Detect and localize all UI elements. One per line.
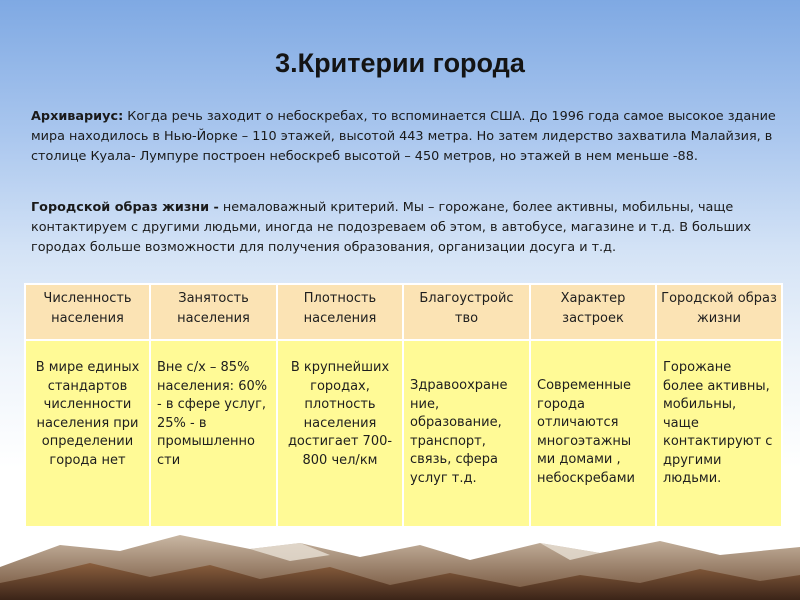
table-header-row	[25, 284, 782, 340]
lifestyle-text: немаловажный критерий. Мы – горожане, более активны, мобильны, чаще контактируем с другими людьми, иногда не подозреваем об этом, в автобусе, магазине и т.д. В больших городах больше возможности для получения образования, организации досуга и т.д.	[31, 200, 752, 255]
header-amenities: Благоустройс тво	[403, 284, 530, 340]
lifestyle-paragraph	[31, 198, 776, 258]
header-employment: Занятость населения	[150, 284, 277, 340]
archivist-label: Архивариус:	[31, 109, 124, 124]
cell-population: В мире единых стандартов численности населения при определении города нет	[25, 340, 150, 527]
cell-buildings: Современные города отличаются многоэтажны ми домами , небоскребами	[530, 340, 656, 527]
cell-lifestyle: Горожане более активны, мобильны, чаще контактируют с другими людьми.	[656, 340, 782, 527]
slide-title: 3.Критерии города	[275, 48, 525, 78]
header-population: Численность населения	[25, 284, 150, 340]
cell-density: В крупнейших городах, плотность населения достигает 700-800 чел/км	[277, 340, 403, 527]
header-density: Плотность населения	[277, 284, 403, 340]
criteria-table	[24, 283, 783, 528]
header-lifestyle: Городской образ жизни	[656, 284, 782, 340]
cell-employment: Вне с/х – 85% населения: 60% - в сфере услуг, 25% - в промышленно сти	[150, 340, 277, 527]
header-buildings: Характер застроек	[530, 284, 656, 340]
mountain-landscape	[0, 505, 800, 600]
archivist-text: Когда речь заходит о небоскребах, то вспоминается США. До 1996 года самое высокое здание мира находилось в Нью-Йорке – 110 этажей, высотой 443 метра. Но затем лидерство захватила Малайзия, в столице Куала- Лумпуре построен небоскреб высотой – 450 метров, но этажей в нем меньше -88.	[31, 109, 776, 164]
archivist-paragraph	[31, 107, 776, 167]
lifestyle-label: Городской образ жизни -	[31, 200, 219, 215]
cell-amenities: Здравоохране ние, образование, транспорт, связь, сфера услуг т.д.	[403, 340, 530, 527]
table-row	[25, 340, 782, 527]
